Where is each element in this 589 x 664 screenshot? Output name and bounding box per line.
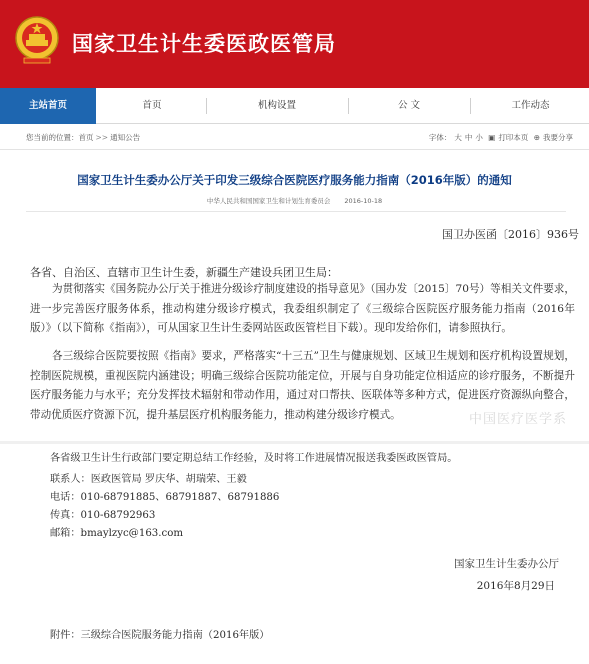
site-title: 国家卫生计生委医政医管局: [72, 31, 336, 56]
nav-item-work-news[interactable]: 工作动态: [511, 100, 550, 111]
page-tools: [426, 132, 573, 143]
national-emblem-icon: [14, 14, 60, 66]
contact-email[interactable]: 邮箱：bmaylzyc@163.com: [50, 528, 184, 539]
contact-phone: 电话：010-68791885、68791887、68791886: [50, 492, 280, 503]
site-header-banner: [0, 0, 589, 88]
nav-divider: [470, 98, 471, 114]
addressee: 各省、自治区、直辖市卫生计生委，新疆生产建设兵团卫生局：: [30, 266, 338, 279]
chevron-right-icon: >>: [95, 133, 109, 142]
nav-item-documents[interactable]: 公 文: [397, 100, 421, 111]
contact-person: 联系人：医政医管局 罗庆华、胡瑞荣、王毅: [50, 474, 247, 485]
paragraph-3: 各省级卫生计生行政部门要定期总结工作经验，及时将工作进展情况报送我委医政医管局。: [50, 453, 458, 464]
print-icon: ▣: [488, 133, 496, 142]
sign-date: 2016年8月29日: [476, 580, 555, 592]
breadcrumb-bar: [0, 126, 589, 150]
breadcrumb-current-link[interactable]: 通知公告: [110, 133, 141, 142]
paragraph-2: 各三级综合医院要按照《指南》要求，严格落实“十三五”卫生与健康规划、区域卫生规划和医疗机构设置规划，控制医院规模，重视医院内涵建设；明确三级综合医院功能定位，开展与自身功能定位相适应的诊疗服务，不断提升医疗服务能力与水平；充分发挥技术辐射和带动作用，通过对口帮扶、医联体等多种方式，促进医疗资源纵向整合，带动优质医疗资源下沉，提升基层医疗机构服务能力，推动构建分级诊疗模式。: [30, 350, 575, 421]
breadcrumb: [26, 132, 140, 143]
font-small-button[interactable]: 小: [475, 133, 483, 142]
nav-divider: [206, 98, 207, 114]
article-meta: [0, 196, 589, 205]
article-date: 2016-10-18: [344, 197, 383, 205]
nav-item-organization[interactable]: 机构设置: [257, 100, 296, 111]
article-source: 中华人民共和国国家卫生和计划生育委员会: [206, 197, 331, 205]
document-number: 国卫办医函〔2016〕936号: [442, 228, 579, 241]
breadcrumb-prefix: 您当前的位置：: [26, 133, 79, 142]
nav-item-home[interactable]: 首页: [142, 100, 162, 111]
share-icon: ⊕: [533, 133, 540, 142]
print-button[interactable]: 打印本页: [498, 133, 529, 142]
paragraph-1: 为贯彻落实《国务院办公厅关于推进分级诊疗制度建设的指导意见》（国办发〔2015〕70号）等相关文件要求，进一步完善医疗服务体系，推动构建分级诊疗模式，我委组织制定了《三级综合医院医疗服务能力指南（2016年版）》（以下简称《指南》），可从国家卫生计生委网站医政医管栏目下载）。现印发给你们，请参照执行。: [30, 283, 575, 334]
nav-divider: [348, 98, 349, 114]
contact-fax: 传真：010-68792963: [50, 510, 156, 521]
section-divider: [0, 441, 589, 444]
font-medium-button[interactable]: 中: [464, 133, 473, 142]
share-button[interactable]: 我要分享: [543, 133, 573, 142]
font-size-label: 字体：: [428, 133, 452, 142]
breadcrumb-home-link[interactable]: 首页: [78, 133, 94, 142]
nav-item-main-home[interactable]: 主站首页: [0, 88, 96, 124]
attachment-link[interactable]: 附件：三级综合医院服务能力指南（2016年版）: [50, 630, 270, 641]
signer: 国家卫生计生委办公厅: [454, 558, 559, 570]
font-large-button[interactable]: 大: [454, 133, 462, 142]
main-nav: [0, 88, 589, 124]
article-title: 国家卫生计生委办公厅关于印发三级综合医院医疗服务能力指南（2016年版）的通知: [77, 173, 512, 187]
divider: [26, 211, 566, 212]
watermark: 中国医疗医学系: [468, 412, 567, 427]
